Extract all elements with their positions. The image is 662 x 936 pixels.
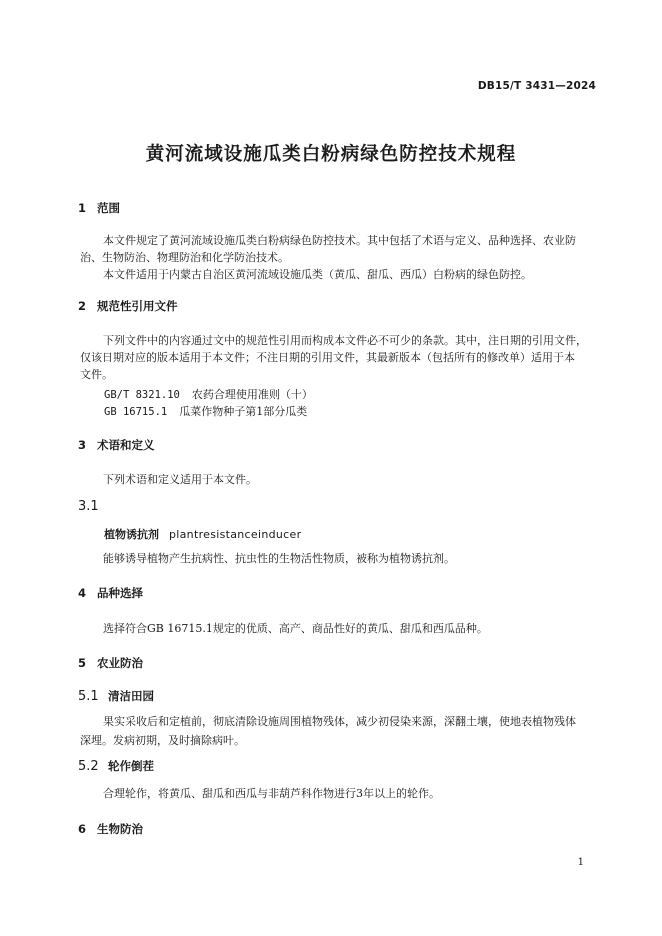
- paragraph-line: 选择符合GB 16715.1规定的优质、高产、商品性好的黄瓜、甜瓜和西瓜品种。: [103, 622, 488, 635]
- page-number: 1: [577, 857, 584, 868]
- subsection-num: 5.2: [78, 759, 99, 774]
- section-title: 范围: [97, 201, 120, 215]
- section-title: 品种选择: [97, 586, 143, 600]
- paragraph-line: 下列术语和定义适用于本文件。: [103, 473, 257, 486]
- subsection-heading-5-2: [78, 758, 154, 774]
- term-chinese: 植物诱抗剂: [104, 528, 159, 541]
- paragraph-line: 治、生物防治、物理防治和化学防治技术。: [80, 251, 289, 264]
- paragraph-line: 仅该日期对应的版本适用于本文件；不注日期的引用文件，其最新版本（包括所有的修改单）适用于本: [80, 351, 575, 364]
- section-number: 2: [78, 299, 87, 313]
- section-heading-2: [78, 298, 178, 314]
- reference-code: GB 16715.1: [104, 406, 168, 418]
- subsection-title: 轮作倒茬: [108, 759, 154, 773]
- section-heading-6: [78, 821, 143, 837]
- subsection-number: [78, 499, 108, 514]
- section-title: 农业防治: [97, 656, 143, 670]
- reference-item: [104, 403, 307, 419]
- page-title: 黄河流域设施瓜类白粉病绿色防控技术规程: [145, 144, 517, 165]
- section-number: 3: [78, 438, 87, 452]
- definition-text: 能够诱导植物产生抗病性、抗虫性的生物活性物质，被称为植物诱抗剂。: [103, 552, 455, 565]
- paragraph-line: 文件。: [80, 368, 113, 381]
- paragraph-line: 深埋。发病初期，及时摘除病叶。: [80, 734, 245, 747]
- subsection-heading-5-1: [78, 688, 154, 704]
- paragraph-line: 果实采收后和定植前，彻底清除设施周围植物残体，减少初侵染来源，深翻土壤，使地表植物残体: [103, 715, 576, 728]
- paragraph-line: 合理轮作，将黄瓜、甜瓜和西瓜与非葫芦科作物进行3年以上的轮作。: [103, 787, 440, 800]
- paragraph-line: 本文件适用于内蒙古自治区黄河流域设施瓜类（黄瓜、甜瓜、西瓜）白粉病的绿色防控。: [103, 268, 532, 281]
- section-number: 1: [78, 201, 87, 215]
- reference-title: 瓜菜作物种子第1部分瓜类: [179, 405, 308, 418]
- paragraph-line: 下列文件中的内容通过文中的规范性引用而构成本文件必不可少的条款。其中，注日期的引用文件，: [103, 334, 587, 347]
- section-heading-1: [78, 200, 120, 216]
- section-heading-4: [78, 585, 143, 601]
- subsection-num: 5.1: [78, 689, 99, 704]
- reference-title: 农药合理使用准则（十）: [191, 388, 313, 401]
- section-title: 规范性引用文件: [97, 299, 178, 313]
- subsection-title: 清洁田园: [108, 689, 154, 703]
- section-title: 生物防治: [97, 822, 143, 836]
- section-heading-5: [78, 655, 143, 671]
- section-number: 6: [78, 822, 87, 836]
- reference-code: GB/T 8321.10: [104, 389, 180, 401]
- paragraph-line: 本文件规定了黄河流域设施瓜类白粉病绿色防控技术。其中包括了术语与定义、品种选择、农业防: [103, 234, 576, 247]
- document-id: DB15/T 3431—2024: [477, 80, 596, 92]
- reference-item: [104, 386, 313, 402]
- section-title: 术语和定义: [97, 438, 155, 452]
- section-number: 4: [78, 586, 87, 600]
- subsection-num: 3.1: [78, 499, 99, 514]
- term-english: plantresistanceinducer: [169, 528, 302, 541]
- section-heading-3: [78, 437, 155, 453]
- term-entry: [104, 526, 301, 542]
- section-number: 5: [78, 656, 87, 670]
